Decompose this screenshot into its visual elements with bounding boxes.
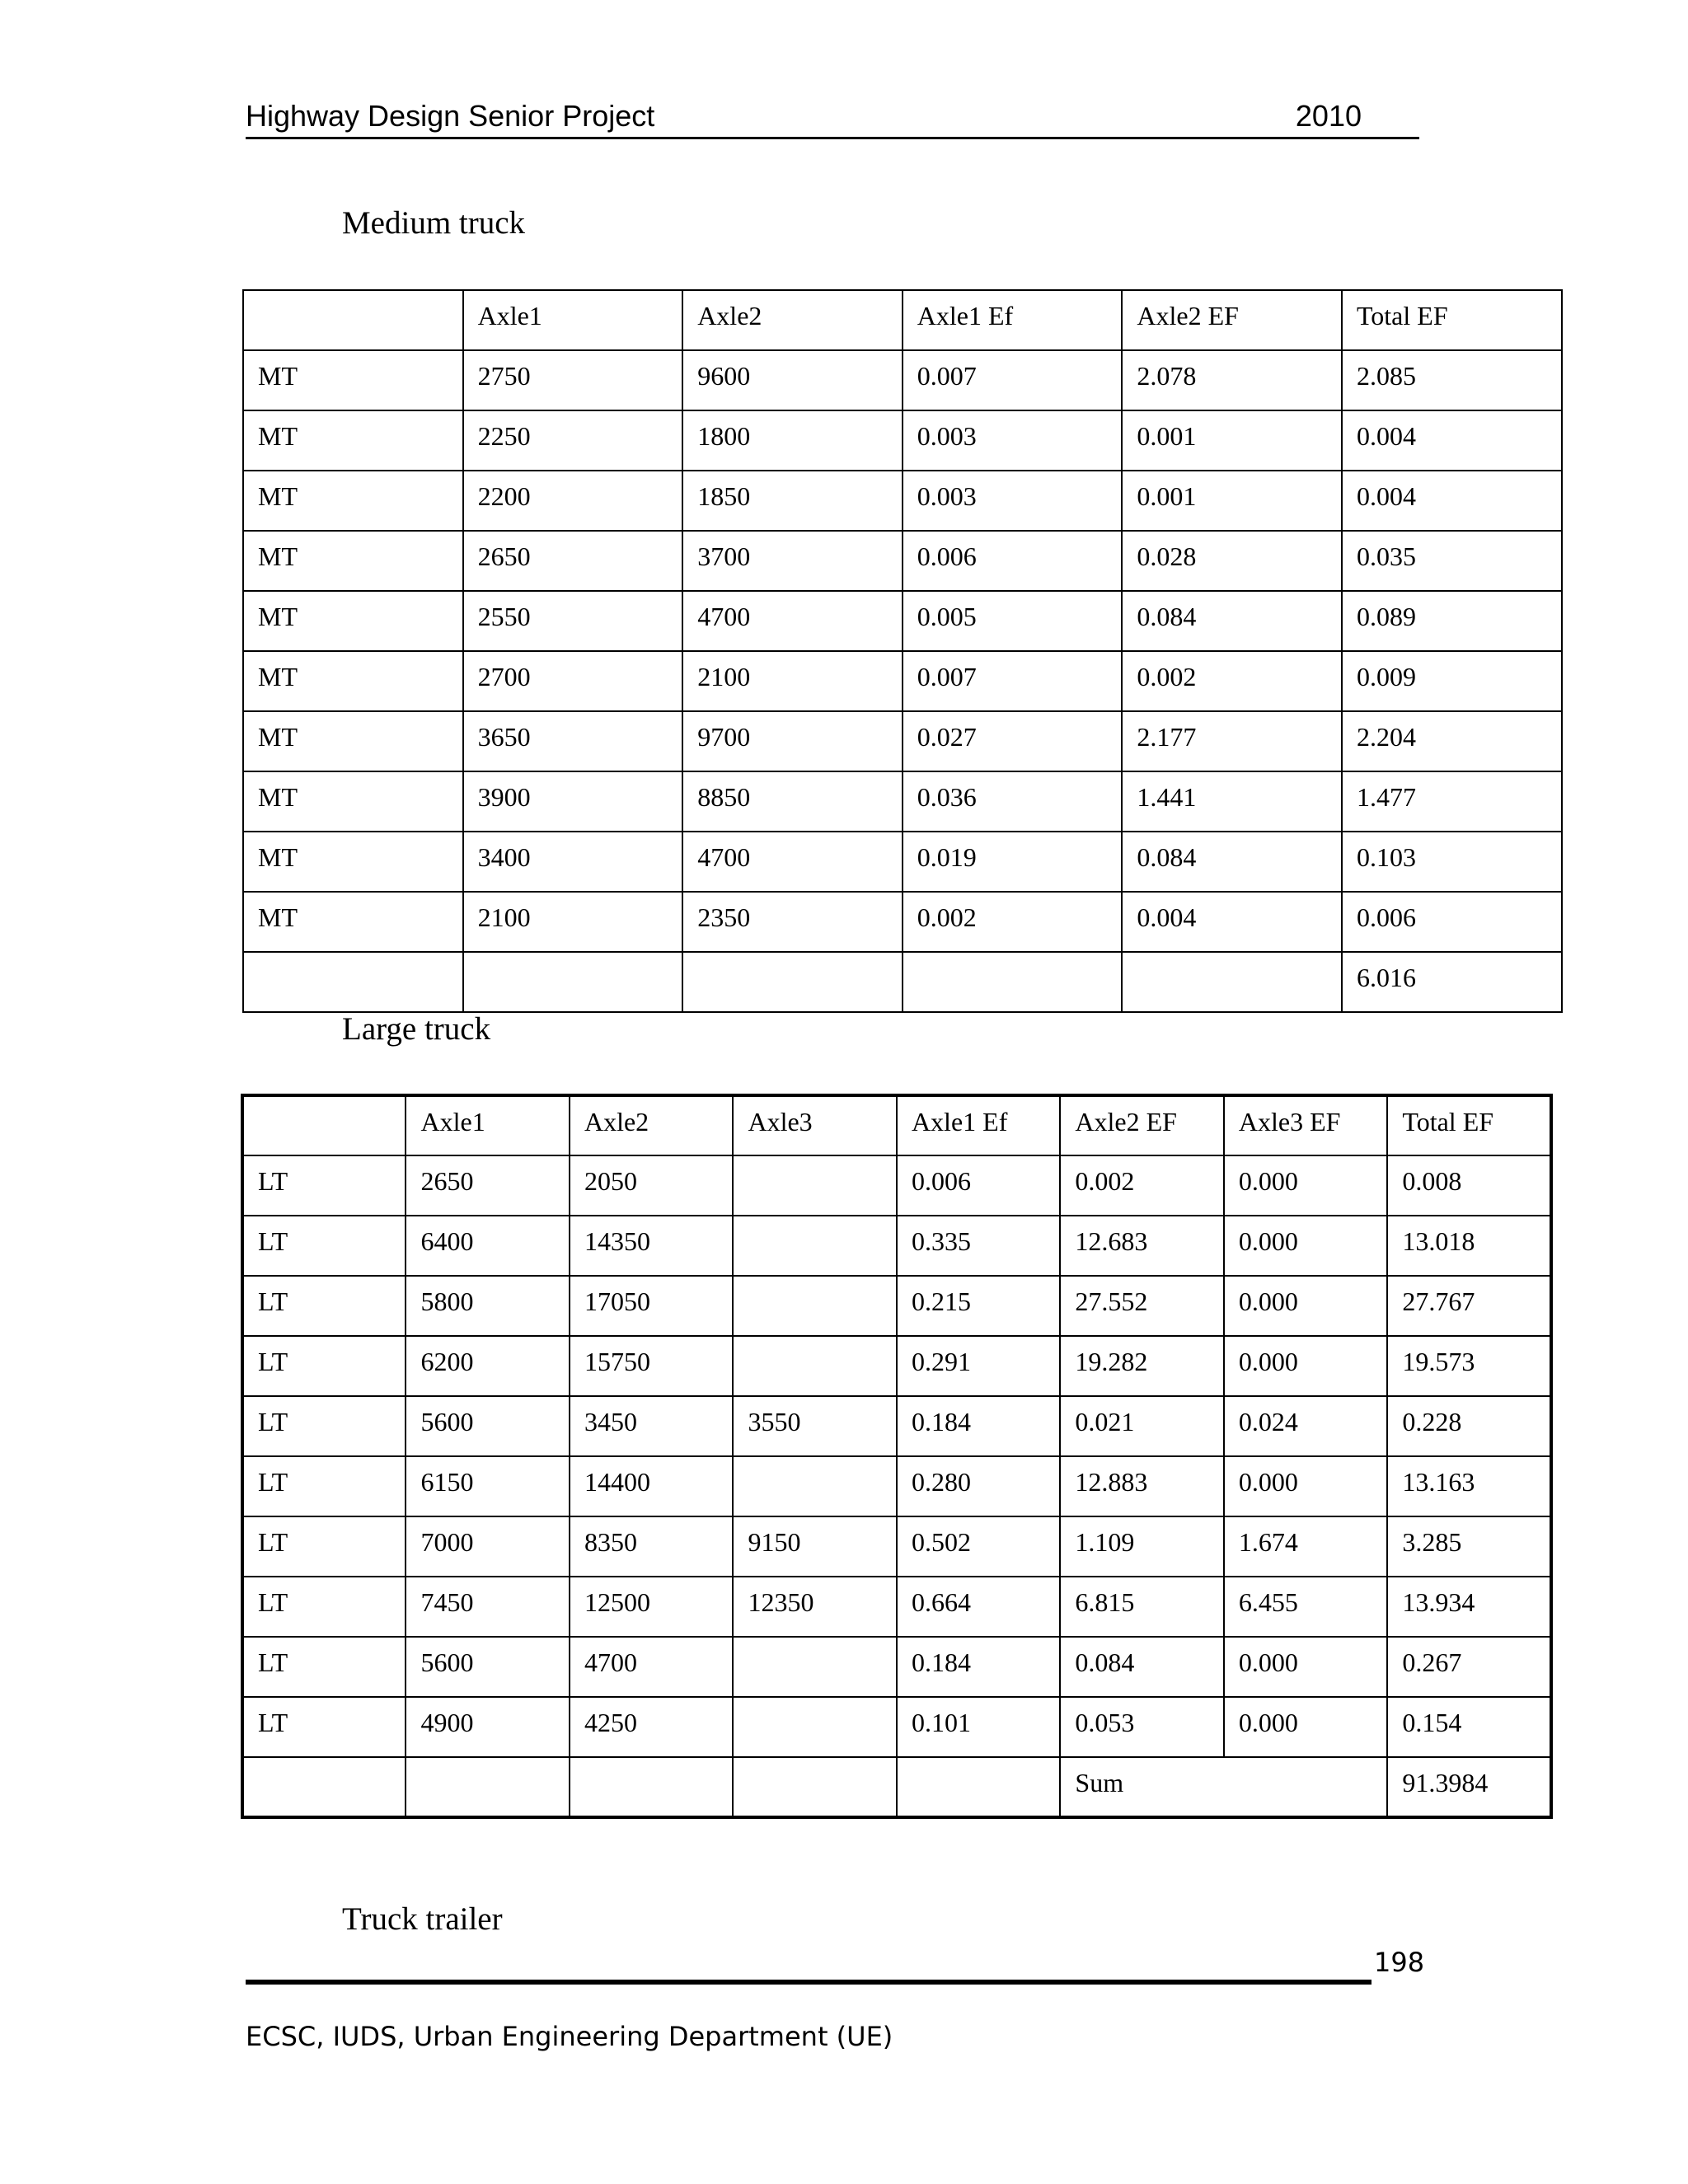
table-row [242, 1155, 1551, 1216]
table-row [243, 892, 1562, 952]
table-cell: 0.053 [1060, 1697, 1223, 1757]
table-cell: 0.005 [903, 591, 1123, 651]
table-cell: 2350 [682, 892, 903, 952]
table-row [242, 1456, 1551, 1516]
table-cell: 13.163 [1387, 1456, 1551, 1516]
table-cell: 0.028 [1122, 531, 1342, 591]
table-cell: 14400 [570, 1456, 733, 1516]
table-cell: 2050 [570, 1155, 733, 1216]
page-header [246, 97, 1419, 139]
header-cell: Axle2 [682, 290, 903, 350]
table-row [242, 1577, 1551, 1637]
table-cell: 7000 [406, 1516, 569, 1577]
table-row [243, 591, 1562, 651]
table-cell: 0.006 [903, 531, 1123, 591]
table-cell: 4700 [682, 591, 903, 651]
table-row [243, 471, 1562, 531]
table-cell: 1800 [682, 410, 903, 471]
footer-divider [246, 1980, 1372, 1985]
table-cell: 2650 [463, 531, 683, 591]
table-cell: 0.000 [1224, 1697, 1387, 1757]
truck-trailer-title: Truck trailer [342, 1901, 503, 1937]
table-cell: 0.335 [897, 1216, 1060, 1276]
table-cell [733, 1757, 896, 1817]
table-cell: 1.477 [1342, 771, 1562, 832]
header-year: 2010 [1295, 99, 1362, 133]
table-cell: 2.177 [1122, 711, 1342, 771]
table-cell: 0.084 [1122, 832, 1342, 892]
table-cell [897, 1757, 1060, 1817]
table-row [242, 1637, 1551, 1697]
table-cell: 19.282 [1060, 1336, 1223, 1396]
table-row [243, 410, 1562, 471]
total-value: 6.016 [1342, 952, 1562, 1012]
table-cell: 0.502 [897, 1516, 1060, 1577]
table-cell: 4900 [406, 1697, 569, 1757]
table-cell: 0.002 [903, 892, 1123, 952]
table-cell: 0.000 [1224, 1336, 1387, 1396]
table-cell: 3650 [463, 711, 683, 771]
table-cell: 17050 [570, 1276, 733, 1336]
table-cell: 0.089 [1342, 591, 1562, 651]
large-truck-table [241, 1094, 1553, 1819]
table-cell: 7450 [406, 1577, 569, 1637]
table-cell: 13.018 [1387, 1216, 1551, 1276]
table-cell: 2100 [682, 651, 903, 711]
table-cell [903, 952, 1123, 1012]
header-cell: Axle3 EF [1224, 1095, 1387, 1155]
table-cell: 2650 [406, 1155, 569, 1216]
table-cell: LT [242, 1396, 406, 1456]
table-cell: 3900 [463, 771, 683, 832]
table-cell: 0.000 [1224, 1216, 1387, 1276]
table-cell: 3400 [463, 832, 683, 892]
header-cell: Axle1 Ef [897, 1095, 1060, 1155]
table-cell: 0.006 [1342, 892, 1562, 952]
table-cell: 12.883 [1060, 1456, 1223, 1516]
table-cell: LT [242, 1697, 406, 1757]
table-cell: 0.002 [1122, 651, 1342, 711]
table-cell: 0.000 [1224, 1155, 1387, 1216]
large-truck-title: Large truck [342, 1011, 491, 1047]
table-cell: MT [243, 711, 463, 771]
header-cell: Axle2 [570, 1095, 733, 1155]
table-cell: 0.000 [1224, 1456, 1387, 1516]
header-cell: Axle2 EF [1122, 290, 1342, 350]
table-cell: 0.084 [1122, 591, 1342, 651]
table-cell: 0.664 [897, 1577, 1060, 1637]
table-cell: 0.004 [1342, 410, 1562, 471]
page-footer: ECSC, IUDS, Urban Engineering Department (UE) [246, 2021, 893, 2052]
table-cell: 0.024 [1224, 1396, 1387, 1456]
table-cell: LT [242, 1637, 406, 1697]
table-cell: 6.455 [1224, 1577, 1387, 1637]
table-cell: 6200 [406, 1336, 569, 1396]
table-cell: 0.003 [903, 410, 1123, 471]
table-cell: 0.154 [1387, 1697, 1551, 1757]
table-cell: 0.084 [1060, 1637, 1223, 1697]
table-cell: 0.036 [903, 771, 1123, 832]
table-cell [733, 1155, 896, 1216]
table-row [242, 1216, 1551, 1276]
table-cell: LT [242, 1577, 406, 1637]
sum-label: Sum [1060, 1757, 1387, 1817]
table-row [242, 1697, 1551, 1757]
table-cell: MT [243, 771, 463, 832]
medium-truck-table [242, 289, 1563, 1013]
table-row [242, 1396, 1551, 1456]
table-cell: 9600 [682, 350, 903, 410]
table-cell [1122, 952, 1342, 1012]
table-cell: 4700 [682, 832, 903, 892]
header-cell: Axle3 [733, 1095, 896, 1155]
table-row [242, 1516, 1551, 1577]
table-cell [406, 1757, 569, 1817]
table-cell: 2200 [463, 471, 683, 531]
table-cell: 0.280 [897, 1456, 1060, 1516]
table-cell: 2250 [463, 410, 683, 471]
table-cell: LT [242, 1336, 406, 1396]
table-cell [682, 952, 903, 1012]
table-cell: MT [243, 892, 463, 952]
table-cell: 6150 [406, 1456, 569, 1516]
total-row [243, 952, 1562, 1012]
table-cell [733, 1216, 896, 1276]
table-row [243, 832, 1562, 892]
table-cell: MT [243, 350, 463, 410]
table-cell: 27.552 [1060, 1276, 1223, 1336]
table-cell: 0.184 [897, 1637, 1060, 1697]
table-cell: LT [242, 1155, 406, 1216]
table-row [242, 1276, 1551, 1336]
table-cell: 19.573 [1387, 1336, 1551, 1396]
table-cell: 0.006 [897, 1155, 1060, 1216]
table-cell: 0.021 [1060, 1396, 1223, 1456]
table-cell: 0.019 [903, 832, 1123, 892]
table-cell: LT [242, 1516, 406, 1577]
table-cell: 0.101 [897, 1697, 1060, 1757]
table-cell: 0.000 [1224, 1637, 1387, 1697]
table-cell: LT [242, 1216, 406, 1276]
table-cell: 14350 [570, 1216, 733, 1276]
table-cell: 1850 [682, 471, 903, 531]
table-cell: 6400 [406, 1216, 569, 1276]
table-cell: 15750 [570, 1336, 733, 1396]
table-row [243, 531, 1562, 591]
table-row [243, 711, 1562, 771]
table-cell: 0.008 [1387, 1155, 1551, 1216]
table-header-row [242, 1095, 1551, 1155]
table-cell: MT [243, 410, 463, 471]
table-cell: 6.815 [1060, 1577, 1223, 1637]
header-cell: Total EF [1342, 290, 1562, 350]
table-cell: 2.204 [1342, 711, 1562, 771]
header-cell: Axle1 Ef [903, 290, 1123, 350]
table-cell: MT [243, 651, 463, 711]
table-cell: 8350 [570, 1516, 733, 1577]
table-cell: 8850 [682, 771, 903, 832]
table-cell: 9150 [733, 1516, 896, 1577]
table-cell: 3450 [570, 1396, 733, 1456]
table-cell: 0.027 [903, 711, 1123, 771]
table-cell: 0.000 [1224, 1276, 1387, 1336]
table-cell: 2700 [463, 651, 683, 711]
table-cell: 1.109 [1060, 1516, 1223, 1577]
table-cell: 0.009 [1342, 651, 1562, 711]
table-cell: 0.001 [1122, 471, 1342, 531]
table-cell: 12350 [733, 1577, 896, 1637]
table-cell: 2100 [463, 892, 683, 952]
table-cell [243, 952, 463, 1012]
table-row [242, 1336, 1551, 1396]
table-row [243, 771, 1562, 832]
table-cell: 5600 [406, 1396, 569, 1456]
header-cell [243, 290, 463, 350]
header-cell: Axle1 [406, 1095, 569, 1155]
table-cell: 0.002 [1060, 1155, 1223, 1216]
table-cell [733, 1637, 896, 1697]
header-title: Highway Design Senior Project [246, 99, 655, 133]
table-cell: 0.103 [1342, 832, 1562, 892]
table-cell: 0.004 [1342, 471, 1562, 531]
table-cell: 0.007 [903, 651, 1123, 711]
header-cell: Total EF [1387, 1095, 1551, 1155]
table-cell [463, 952, 683, 1012]
table-cell: 12.683 [1060, 1216, 1223, 1276]
page-number: 198 [1374, 1947, 1425, 1978]
table-cell: 5800 [406, 1276, 569, 1336]
table-cell: 9700 [682, 711, 903, 771]
table-cell [570, 1757, 733, 1817]
header-cell [242, 1095, 406, 1155]
table-cell [733, 1336, 896, 1396]
table-cell: MT [243, 471, 463, 531]
table-cell: 0.184 [897, 1396, 1060, 1456]
table-cell: MT [243, 531, 463, 591]
table-header-row [243, 290, 1562, 350]
table-cell: 2.078 [1122, 350, 1342, 410]
table-cell [733, 1697, 896, 1757]
table-cell: 27.767 [1387, 1276, 1551, 1336]
sum-row [242, 1757, 1551, 1817]
table-cell: 13.934 [1387, 1577, 1551, 1637]
table-cell: 0.228 [1387, 1396, 1551, 1456]
table-cell: 3.285 [1387, 1516, 1551, 1577]
medium-truck-title: Medium truck [342, 205, 526, 241]
table-cell: LT [242, 1276, 406, 1336]
table-cell: MT [243, 591, 463, 651]
table-cell: 3550 [733, 1396, 896, 1456]
table-cell: 4250 [570, 1697, 733, 1757]
sum-value: 91.3984 [1387, 1757, 1551, 1817]
table-cell: 0.215 [897, 1276, 1060, 1336]
table-cell: MT [243, 832, 463, 892]
table-cell: 0.004 [1122, 892, 1342, 952]
table-cell: 0.291 [897, 1336, 1060, 1396]
table-cell: 5600 [406, 1637, 569, 1697]
table-cell: LT [242, 1456, 406, 1516]
table-cell: 0.007 [903, 350, 1123, 410]
table-row [243, 651, 1562, 711]
table-cell [733, 1276, 896, 1336]
table-cell: 0.035 [1342, 531, 1562, 591]
table-cell: 12500 [570, 1577, 733, 1637]
table-cell: 2.085 [1342, 350, 1562, 410]
header-cell: Axle2 EF [1060, 1095, 1223, 1155]
table-cell: 2750 [463, 350, 683, 410]
table-cell: 0.267 [1387, 1637, 1551, 1697]
table-cell [242, 1757, 406, 1817]
header-cell: Axle1 [463, 290, 683, 350]
table-cell: 1.441 [1122, 771, 1342, 832]
table-cell: 2550 [463, 591, 683, 651]
table-row [243, 350, 1562, 410]
table-cell: 4700 [570, 1637, 733, 1697]
table-cell: 0.003 [903, 471, 1123, 531]
table-cell: 0.001 [1122, 410, 1342, 471]
table-cell: 3700 [682, 531, 903, 591]
table-cell: 1.674 [1224, 1516, 1387, 1577]
table-cell [733, 1456, 896, 1516]
